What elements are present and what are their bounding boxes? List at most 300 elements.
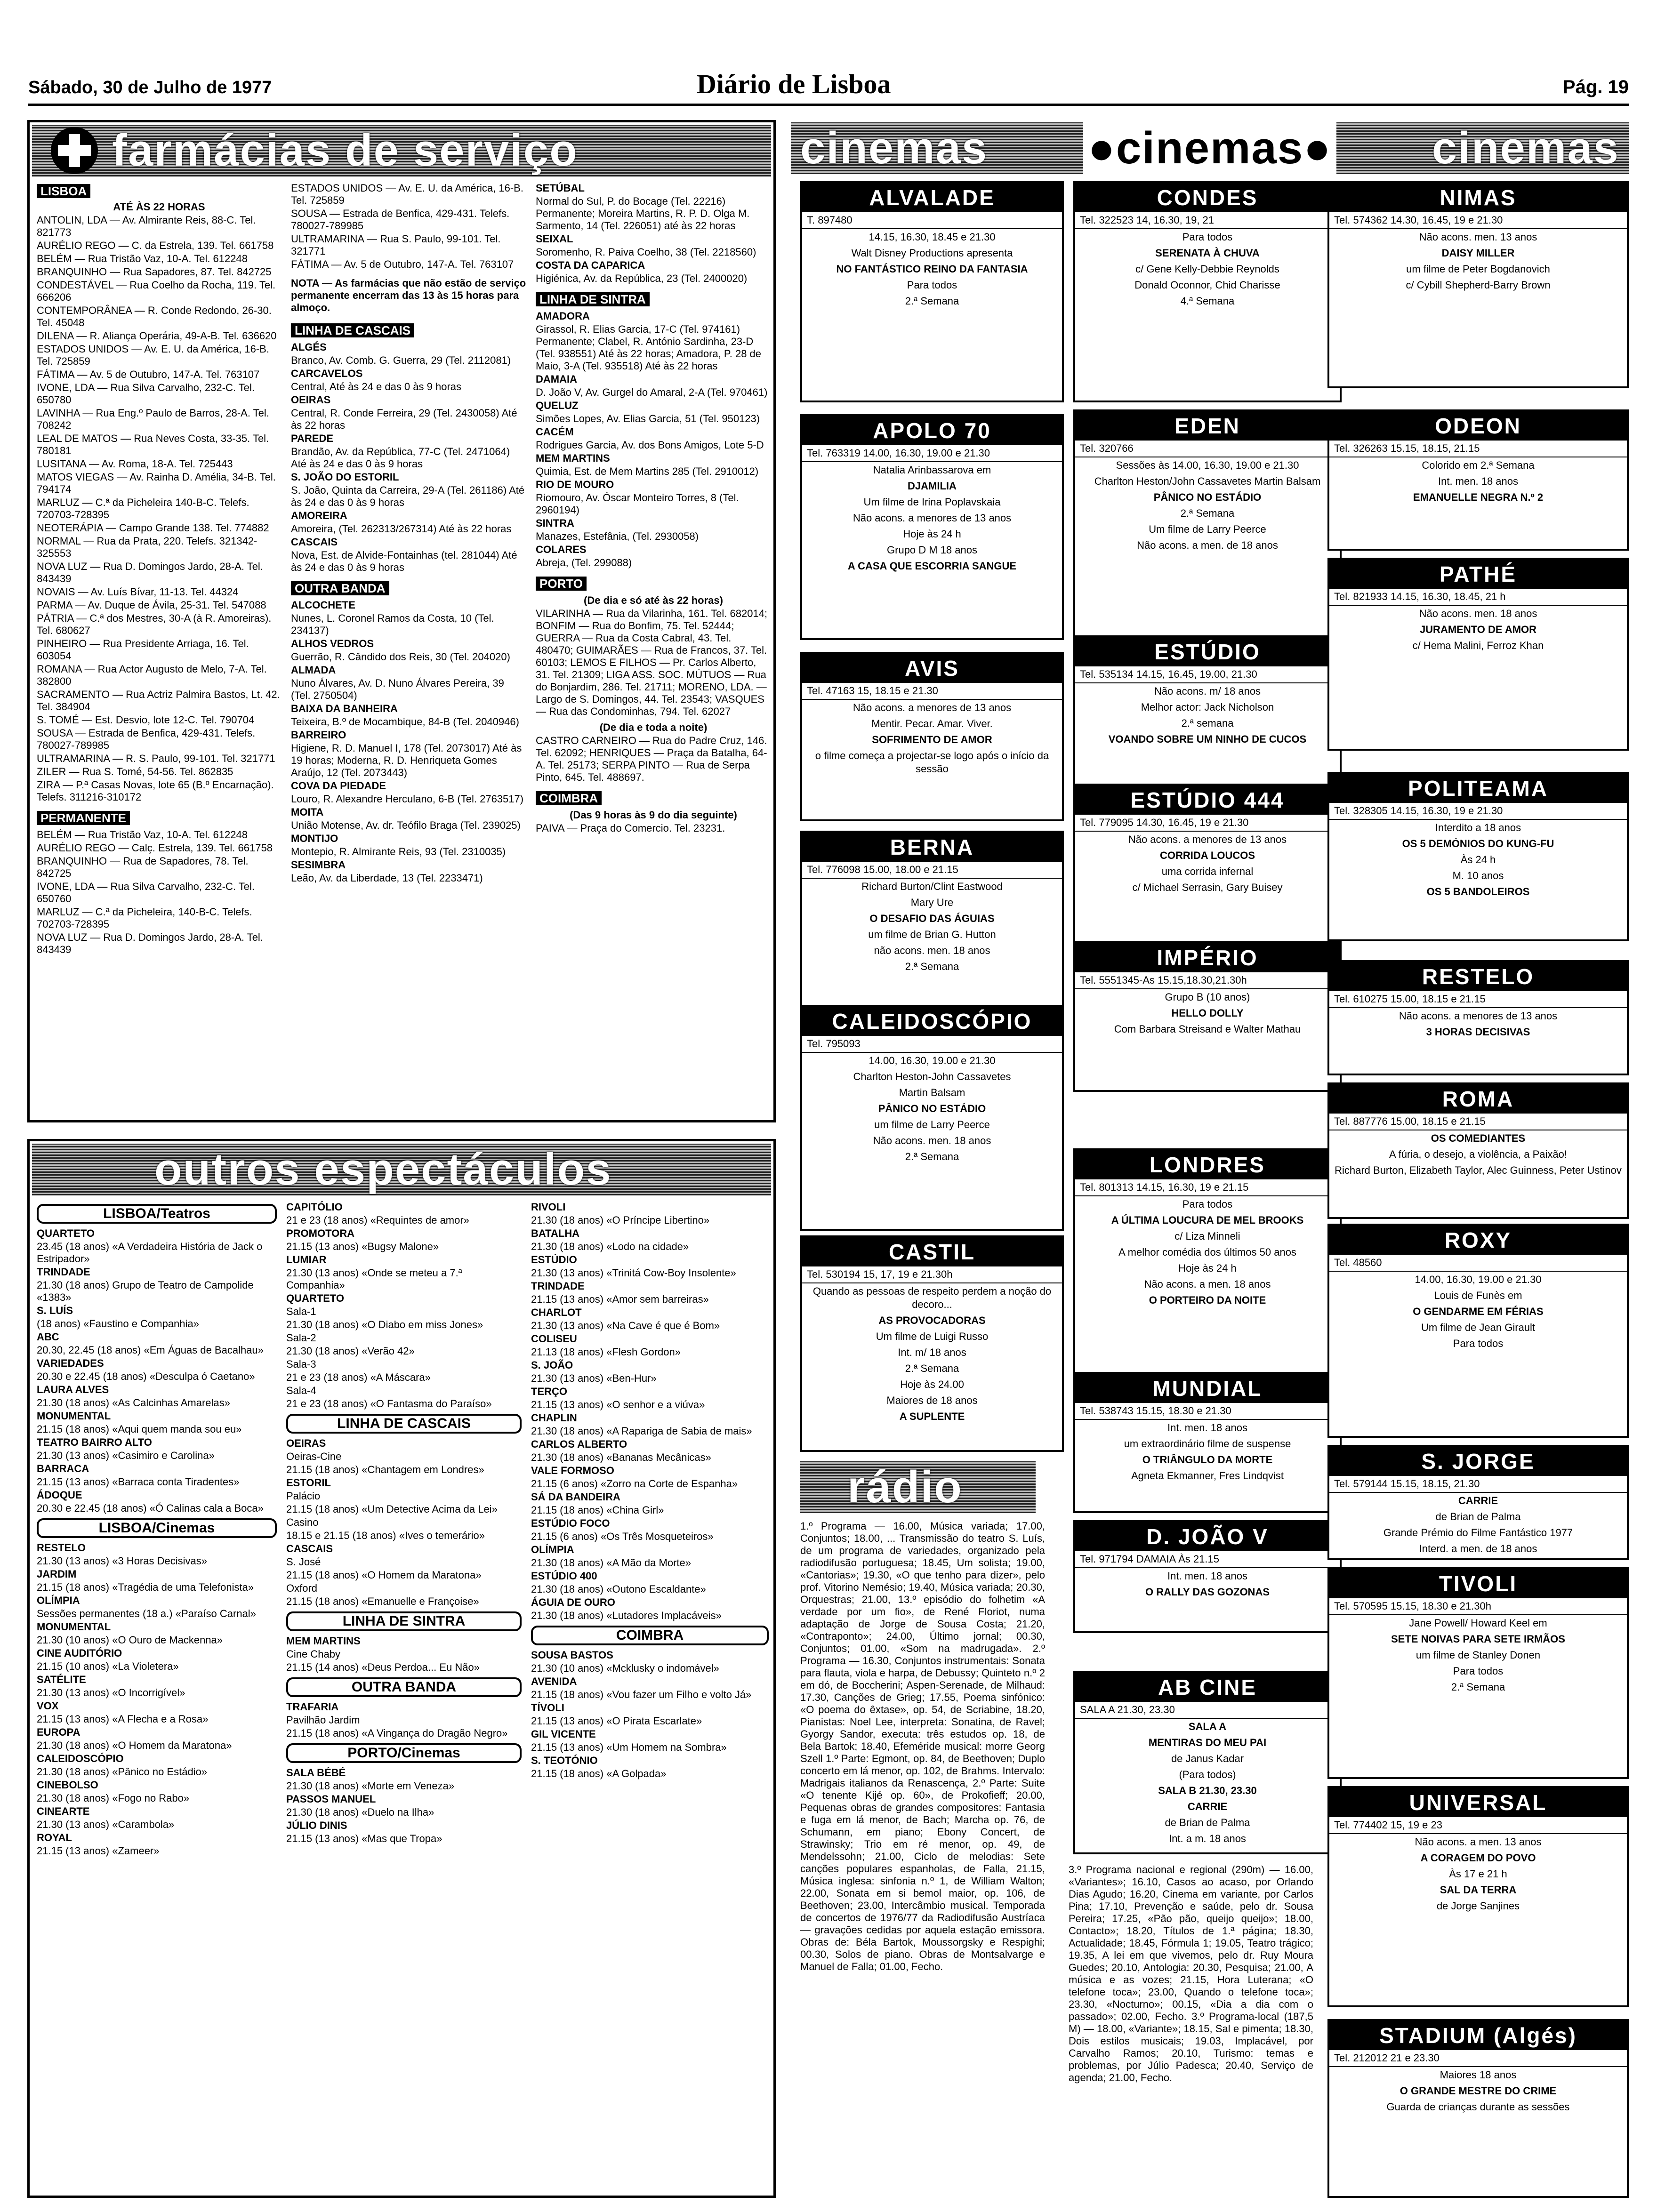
lisboa-cinemas-heading: LISBOA/Cinemas [37,1518,277,1538]
cinema-line: 14.00, 16.30, 19.00 e 21.30 [1415,1274,1542,1285]
cinema-line: Int. men. 18 anos [1167,1570,1247,1582]
coimbra-cinema-item: 21.15 (18 anos) «Vou fazer um Filho e volto Já» [531,1689,752,1700]
pharmacy-sintra-item: D. João V, Av. Gurgel do Amaral, 2-A (Tel. 970461) [536,386,768,398]
cascais-cinema-item: Oeiras-Cine [286,1451,342,1462]
porto-cinema-item: ESTÚDIO [531,1254,577,1266]
pharmacy-sintra-item: DAMAIA [536,373,577,385]
radio-title: rádio [847,1462,963,1512]
pharmacy-sintra-item: SINTRA [536,517,574,529]
cinema-name: ESTÚDIO [1075,637,1340,666]
cinema-box [1327,1567,1629,1779]
cinema-phone-times: Tel. 326263 15.15, 18.15, 21.15 [1329,441,1627,457]
pharmacy-outra-banda-item: BARREIRO [291,729,346,741]
pharmacy-item: LAVINHA — Rua Eng.º Paulo de Barros, 28-A. Tel. 708242 [37,407,269,431]
outra-banda-heading: OUTRA BANDA [291,581,389,595]
radio-programmes-1: 1.º Programa — 16.00, Música variada; 17.00, Conjuntos; 18.00, ... Transmissão do teatro S. Luís, de um programa de variedades, organizado pela radiodifusão portuguesa; 18.45, Um solista; 19.00, «Cantorias»; 19.30, «O que tenho para dizer», pelo prof. Vitorino Nemésio; 19.40, Música variada; 20.30, Orquestras; 21.00, 13.º episódio do folhetim «A verdade por um fio», de René Floriot, numa adaptação de Jorge de Sousa Costa; 21.20, «Contraponto»; 24.00, Último jornal; 00.30, Conjuntos; 01.00, «Som na madrugada». 2.º Programa — 16.30, Conjuntos instrumentais: Sonata para flauta, viola e harpa, de Debussy; Quinteto n.º 2 em dó, de Boccherini; Aspen-Serenade, de Milhaud: 17.30, Canções de Grieg; 17.55, Poema sinfónico: «O poema do êxtase», op. 54, de Scriabine, 18.20, Pianistas: Noel Lee, interpreta: Sonatina, de Ravel; Gyorgy Sandor, executa: três estudos op. 18, de Bela Bartok; 18.40, Efeméride musical: morre Georg Szell 1.º Parte: Egmont, op. 84, de Beethoven; Duplo concerto em lá menor, op. 102, de Brahms. Intervalo: Madrigais italianos da Renascença, 2.º Parte: Suite «O tenente Kijé op. 60», de Prokofieff; 20.00, Pequenas obras de grandes compositores: Fantasia e fuga em lá menor, de Bach; Marcha op. 76, de Schumann, em piano; Ebony Concert, de Strawinsky; Trio em ré menor, op. 49, de Mendelssohn; 21.00, Ciclo de melodias: Sete canções populares espanholas, de Falla, 21.15, Música inglesa: sinfonia n.º 1, de William Walton; 22.00, Sonata em si bemol maior, op. 106, de Beethoven; 23.00, Intercâmbio musical. Temporada de concertos de 1976/77 da Radiodifusão Austríaca — gravações cedidas por aquela estação emissora. Obras de: Béla Bartok, Moussorgsky e Respighi; 00.30, Solos de piano. Obras de Montsalvarge e Manuel de Falla; 01.00, Fecho. [800,1520,1045,1972]
lisbon-cinema-item: 21.15 (13 anos) «Zameer» [37,1845,160,1857]
outros-outra-heading: OUTRA BANDA [286,1677,522,1697]
radio-col-2 [1069,1864,1313,2198]
cinema-line: A fúria, o desejo, a violência, a Paixão! [1389,1148,1567,1160]
lisbon-cinema-item: 21.15 (10 anos) «La Violetera» [37,1660,179,1672]
pharmacy-item: SOUSA — Estrada de Benfica, 429-431. Telefs. 780027-789985 [37,727,256,751]
cinema-name: AVIS [802,654,1062,683]
lisboa-heading: LISBOA [37,184,90,198]
coimbra-heading: COIMBRA [536,791,602,805]
cinema-name: D. JOÃO V [1075,1522,1340,1551]
cinema-line: PÂNICO NO ESTÁDIO [878,1103,986,1114]
porto-cinema-item: SÁ DA BANDEIRA [531,1491,620,1503]
outros-cascais-list [286,1437,522,1608]
cinema-line: Não acons. a menores de 13 anos [1128,834,1287,845]
cinemas-banner-left: cinemas [800,123,988,173]
cinema-line: A CORAGEM DO POVO [1420,1852,1536,1864]
cinema-phone-times: Tel. 322523 14, 16.30, 19, 21 [1075,212,1340,229]
porto-cinema-item: 21.13 (18 anos) «Flesh Gordon» [531,1346,681,1358]
pharmacy-outra-banda-item: ALHOS VEDROS [291,638,374,649]
outros-coimbra-list [531,1649,769,1780]
farmacias-section [27,120,776,1122]
cinema-name: MUNDIAL [1075,1374,1340,1403]
cinema-line: Um filme de Luigi Russo [876,1330,989,1342]
cinema-box [1327,1786,1629,2007]
cinema-name: ALVALADE [802,183,1062,212]
sintra-heading: LINHA DE SINTRA [536,292,650,306]
cinema-line: CORRIDA LOUCOS [1159,850,1255,861]
porto-cinema-item: 21.30 (18 anos) «Duelo na Ilha» [286,1806,434,1818]
porto-text: VILARINHA — Rua da Vilarinha, 161. Tel. 682014; BONFIM — Rua do Bonfim, 75. Tel. 52444; GUERRA — Rua da Costa Cabral, 43. Tel. 480470; GUIMARÃES — Rua de Francos, 37. Tel. 60103; LEMOS E FILHOS — Pr. Carlos Alberto, 31. Tel. 21309; LIGA ASS. SOC. MÚTUOS — Rua do Bonjardim, 286. Tel. 21711; MORENO, LDA. — Largo de S. Domingos, 44. Tel. 23543; VASQUES — Rua das Condominhas, 794. Tel. 62027 [536,608,768,717]
pharmacy-item: NOVAIS — Av. Luís Bívar, 11-13. Tel. 44324 [37,586,239,598]
cinema-line: Para todos [907,279,957,291]
show-item: Sala-2 [286,1332,316,1344]
cinema-line: de Brian de Palma [1165,1817,1250,1828]
pharmacy-item: S. TOMÉ — Est. Desvio, lote 12-C. Tel. 790704 [37,714,255,726]
farmacias-banner [32,125,771,176]
theatre-item: S. LUÍS [37,1305,73,1316]
cinema-line: Interdito a 18 anos [1435,822,1521,834]
outros-section [27,1139,776,2198]
permanente-heading: PERMANENTE [37,811,130,825]
theatre-item: BARRACA [37,1463,89,1475]
theatre-item: VARIEDADES [37,1357,104,1369]
lisbon-cinema-item: 21.30 (13 anos) «O Incorrigível» [37,1687,185,1699]
cascais-cinema-item: 18.15 e 21.15 (18 anos) «Ives o temerário» [286,1530,485,1541]
cinemas-banner-right: cinemas [1432,123,1619,173]
cinema-line: DAISY MILLER [1441,247,1515,259]
sintra-cinema-item: 21.15 (14 anos) «Deus Perdoa... Eu Não» [286,1661,480,1673]
porto-text-2: CASTRO CARNEIRO — Rua do Padre Cruz, 146. Tel. 62092; HENRIQUES — Praça da Batalha, 64-A. Tel. 25173; SERPA PINTO — Rua de Serpa Pinto, 645. Tel. 488697. [536,735,767,783]
teatros-heading: LISBOA/Teatros [37,1204,277,1224]
cinema-box [800,1235,1064,1452]
porto-cinema-item: CARLOS ALBERTO [531,1438,627,1450]
porto-cinema-item: OLÍMPIA [531,1544,574,1555]
cinema-phone-times: Tel. 538743 15.15, 18.30 e 21.30 [1075,1403,1340,1420]
teatros-list [37,1227,277,1515]
cinema-line: Com Barbara Streisand e Walter Mathau [1114,1023,1301,1035]
pharmacy-outra-banda-item: BAIXA DA BANHEIRA [291,703,398,714]
outros-sintra-list [286,1635,522,1674]
pharmacy-cascais-item: S. JOÃO DO ESTORIL [291,471,399,483]
pharmacy-sintra-item: QUELUZ [536,400,579,411]
show-item: LUMIAR [286,1254,327,1266]
pharmacy-permanent-item: NOVA LUZ — Rua D. Domingos Jardo, 28-A. Tel. 843439 [37,931,263,955]
cinema-line: Para todos [1182,1198,1233,1210]
cinema-name: ESTÚDIO 444 [1075,785,1340,815]
cinema-phone-times: Tel. 570595 15.15, 18.30 e 21.30h [1329,1598,1627,1615]
cinema-line: O GENDARME EM FÉRIAS [1413,1306,1544,1317]
porto-cinema-item: TRINDADE [531,1280,585,1292]
cinema-line: O PORTEIRO DA NOITE [1149,1294,1266,1306]
cinema-line: A ÚLTIMA LOUCURA DE MEL BROOKS [1111,1214,1304,1226]
lisbon-cinema-item: 21.15 (18 anos) «Tragédia de uma Telefonista» [37,1581,254,1593]
theatre-item: LAURA ALVES [37,1384,109,1395]
sintra-cinema-item: MEM MARTINS [286,1635,361,1647]
cascais-cinema-item: 21.15 (18 anos) «O Homem da Maratona» [286,1569,482,1581]
pharmacy-outra-banda-item: MOITA [291,806,324,818]
pharmacy-cascais-item: AMOREIRA [291,510,347,521]
outros-list-3 [531,1201,769,1622]
pharmacy-item: ANTOLIN, LDA — Av. Almirante Reis, 88-C. Tel. 821773 [37,214,256,238]
pharmacy-outra-banda-item: ALCOCHETE [291,599,355,611]
coimbra-cinema-item: 21.15 (13 anos) «O Pirata Escarlate» [531,1715,702,1727]
page-header [28,61,1629,106]
cinema-line: O RALLY DAS GOZONAS [1145,1586,1270,1598]
cinema-line: Maiores 18 anos [1440,2069,1517,2081]
pharmacy-item: LEAL DE MATOS — Rua Neves Costa, 33-35. Tel. 780181 [37,433,269,457]
cinema-line: Não acons. a men. de 18 anos [1137,539,1278,551]
cinema-name: AB CINE [1075,1673,1340,1702]
pharmacy-item: ULTRAMARINA — Rua S. Paulo, 99-101. Tel. 321771 [291,233,501,257]
cinema-line: AS PROVOCADORAS [878,1314,986,1326]
pharmacy-cascais-item: S. João, Quinta da Carreira, 29-A (Tel. 261186) Até às 24 e das 0 às 9 horas [291,484,525,508]
porto-cinema-item: 21.30 (13 anos) «Ben-Hur» [531,1372,657,1384]
cinema-line: SETE NOIVAS PARA SETE IRMÃOS [1391,1633,1565,1645]
cinema-name: RESTELO [1329,962,1627,991]
porto-sub-2: (De dia e toda a noite) [599,721,708,733]
cinema-line: A CASA QUE ESCORRIA SANGUE [847,560,1017,572]
pharmacy-item: IVONE, LDA — Rua Silva Carvalho, 232-C. Tel. 650780 [37,382,255,406]
theatre-item: 21.30 (18 anos) «As Calcinhas Amarelas» [37,1397,230,1409]
lisbon-cinema-item: SATÉLITE [37,1674,86,1685]
pharmacy-item: NOVA LUZ — Rua D. Domingos Jardo, 28-A. Tel. 843439 [37,561,263,585]
cinema-line: Um filme de Jean Girault [1421,1322,1536,1333]
cinemas-banner-mid: ●cinemas● [1083,122,1336,174]
pharmacy-outra-banda-item: Leão, Av. da Liberdade, 13 (Tel. 2233471) [291,872,483,884]
cinema-line: 14.00, 16.30, 19.00 e 21.30 [869,1055,996,1066]
cinema-line: Mary Ure [910,897,954,908]
cinema-line: O TRIÂNGULO DA MORTE [1142,1454,1273,1466]
lisbon-cinema-item: EUROPA [37,1726,80,1738]
cinema-box [800,652,1064,821]
cinema-line: 2.ª semana [1181,717,1234,729]
cinema-line: um filme de Stanley Donen [1416,1649,1541,1661]
cinema-line: o filme começa a projectar-se logo após o início da sessão [815,750,1049,775]
pharmacy-outra-banda-item: Nuno Álvares, Av. D. Nuno Álvares Pereira, 39 (Tel. 2750504) [291,677,504,701]
cascais-cinema-item: Palácio [286,1490,321,1502]
pharmacy-item: FÁTIMA — Av. 5 de Outubro, 147-A. Tel. 763107 [291,258,514,270]
pharmacy-item: BELÉM — Rua Tristão Vaz, 10-A. Tel. 612248 [37,253,248,264]
cinema-phone-times: SALA A 21.30, 23.30 [1075,1702,1340,1719]
theatre-item: 20.30, 22.45 (18 anos) «Em Águas de Bacalhau» [37,1344,264,1356]
lisboa-cinemas-list [37,1542,277,1857]
pharmacy-sintra-item: Simões Lopes, Av. Elias Garcia, 51 (Tel. 950123) [536,413,760,425]
pharmacy-item: ZIRA — P.ª Casas Novas, lote 65 (B.º Encarnação). Telefs. 311216-310172 [37,779,274,803]
porto-cinema-item: 21.30 (18 anos) «Lodo na cidade» [531,1241,689,1252]
cinema-line: JURAMENTO DE AMOR [1419,624,1537,635]
cinema-line: 4.ª Semana [1180,295,1235,307]
cinema-box [1327,1445,1629,1560]
cinema-name: CALEIDOSCÓPIO [802,1007,1062,1036]
cascais-cinema-item: 21.15 (18 anos) «Um Detective Acima da Lei» [286,1503,498,1515]
cinema-line: SALA A [1188,1721,1227,1732]
pharmacy-item: ESTADOS UNIDOS — Av. E. U. da América, 16-B. Tel. 725859 [37,343,269,367]
cinema-box [1327,558,1629,751]
coimbra-cinema-item: GIL VICENTE [531,1728,596,1740]
cascais-cinema-item: ESTORIL [286,1477,331,1489]
theatre-item: 21.30 (18 anos) Grupo de Teatro de Campolide «1383» [37,1279,254,1303]
cinema-line: Int. a m. 18 anos [1169,1833,1246,1844]
porto-cinema-item: JÚLIO DINIS [286,1819,347,1831]
cinema-name: ROMA [1329,1084,1627,1114]
farmacias-title: farmácias de serviço [112,125,578,176]
cinema-line: SALA B 21.30, 23.30 [1158,1785,1257,1796]
cinema-name: EDEN [1075,411,1340,441]
cinema-line: Grupo B (10 anos) [1165,991,1250,1003]
cinema-line: 2.ª Semana [905,1362,959,1374]
cinema-line: Sessões às 14.00, 16.30, 19.00 e 21.30 [1116,459,1299,471]
outros-title: outros espectáculos [154,1144,612,1194]
pharmacy-permanent-item: AURÉLIO REGO — Calç. Estrela, 139. Tel. 661758 [37,842,273,854]
cinema-name: APOLO 70 [802,416,1062,445]
cinema-name: LONDRES [1075,1150,1340,1179]
cinema-line: Um filme de Irina Poplavskaia [863,496,1001,508]
cinema-line: Para todos [1453,1338,1504,1349]
cinema-box [1327,960,1629,1075]
pharmacy-item: SOUSA — Estrada de Benfica, 429-431. Telefs. 780027-789985 [291,208,510,232]
cinema-line: Para todos [1182,231,1233,243]
cinema-phone-times: Tel. 887776 15.00, 18.15 e 21.15 [1329,1114,1627,1130]
coimbra-cinema-item: S. TEOTÓNIO [531,1755,598,1766]
cinema-line: CARRIE [1187,1801,1228,1812]
cinema-phone-times: Tel. 821933 14.15, 16.30, 18.45, 21 h [1329,589,1627,606]
cinema-box [1327,409,1629,551]
theatre-item: 21.15 (13 anos) «Barraca conta Tiradentes» [37,1476,240,1488]
pharmacy-permanent-item: BELÉM — Rua Tristão Vaz, 10-A. Tel. 612248 [37,829,248,841]
cinema-line: Charlton Heston-John Cassavetes [853,1071,1011,1082]
cinema-line: Não acons. men. 13 anos [1419,231,1537,243]
cinema-line: Hoje às 24.00 [900,1378,964,1390]
lisbon-cinema-item: 21.30 (13 anos) «Carambola» [37,1819,175,1830]
cinema-line: Colorido em 2.ª Semana [1422,459,1535,471]
lisbon-cinema-item: 21.30 (18 anos) «Pânico no Estádio» [37,1766,208,1778]
show-item: QUARTETO [286,1292,345,1304]
cinema-phone-times: Tel. 535134 14.15, 16.45, 19.00, 21.30 [1075,666,1340,683]
cinema-line: Um filme de Larry Peerce [1149,523,1266,535]
pharmacy-permanent-item: MARLUZ — C.ª da Picheleira, 140-B-C. Telefs. 702703-728395 [37,906,252,930]
pharmacy-outra-banda-item: Nunes, L. Coronel Ramos da Costa, 10 (Tel. 234137) [291,612,494,636]
pharmacy-setubal-item: SETÚBAL [536,182,585,194]
pharmacy-sintra-item: Quimia, Est. de Mem Martins 285 (Tel. 2910012) [536,465,759,477]
cinema-line: 2.ª Semana [905,961,959,972]
cascais-cinema-item: OEIRAS [286,1437,326,1449]
porto-cinema-item: 21.15 (13 anos) «O senhor e a viúva» [531,1399,705,1411]
cinema-line: c/ Cybill Shepherd-Barry Brown [1406,279,1551,291]
show-item: Sala-3 [286,1358,316,1370]
theatre-item: ÁDOQUE [37,1489,82,1501]
cinema-line: MENTIRAS DO MEU PAI [1148,1737,1267,1748]
cinema-phone-times: Tel. 779095 14.30, 16.45, 19 e 21.30 [1075,815,1340,832]
sintra-list [536,310,771,569]
cinema-name: UNIVERSAL [1329,1788,1627,1817]
pharmacy-item: ROMANA — Rua Actor Augusto de Melo, 7-A. Tel. 382800 [37,663,267,687]
pharmacy-permanent-item: IVONE, LDA — Rua Silva Carvalho, 232-C. Tel. 650760 [37,881,255,905]
pharmacy-sintra-item: AMADORA [536,310,590,322]
cascais-list [291,341,526,574]
lisbon-cinema-item: 21.30 (18 anos) «O Homem da Maratona» [37,1739,232,1751]
outros-sintra-heading: LINHA DE SINTRA [286,1611,522,1631]
pharmacy-cascais-item: CASCAIS [291,536,338,548]
theatre-item: 21.15 (18 anos) «Aqui quem manda sou eu» [37,1423,242,1435]
show-item: 21.30 (13 anos) «Onde se meteu a 7.ª Companhia» [286,1267,462,1291]
theatre-item: 23.45 (18 anos) «A Verdadeira História de Jack o Estripador» [37,1241,263,1265]
theatre-item: QUARTETO [37,1227,95,1239]
pharmacy-item: LUSITANA — Av. Roma, 18-A. Tel. 725443 [37,458,233,470]
porto-cinema-item: ESTÚDIO FOCO [531,1517,610,1529]
setubal-list [536,182,771,285]
cinema-box [1073,1148,1342,1388]
coimbra-cinema-item: 21.15 (18 anos) «A Golpada» [531,1768,667,1779]
pharmacy-setubal-item: COSTA DA CAPARICA [536,259,645,271]
cinema-line: Mentir. Pecar. Amar. Viver. [871,718,993,729]
cinema-line: Hoje às 24 h [903,528,961,540]
pharmacy-outra-banda-item: Teixeira, B.º de Mocambique, 84-B (Tel. 2040946) [291,716,519,728]
cinema-line: SOFRIMENTO DE AMOR [872,734,992,745]
outros-col-3 [531,1200,769,2193]
porto-cinema-item: COLISEU [531,1333,577,1345]
pharmacy-item: NEOTERÁPIA — Campo Grande 138. Tel. 774882 [37,522,269,534]
cinema-line: Interd. a men. de 18 anos [1419,1543,1537,1555]
cinema-line: A SUPLENTE [899,1411,965,1422]
permanente-list [37,829,282,956]
pharmacy-sintra-item: Abreja, (Tel. 299088) [536,557,632,569]
cinema-line: DJAMILIA [908,480,957,492]
cinema-line: Int. men. 18 anos [1438,475,1518,487]
cinema-line: Não acons. a men. 18 anos [1144,1278,1271,1290]
cinema-line: Donald Oconnor, Chid Charisse [1134,279,1280,291]
page-number: Pág. 19 [1562,77,1629,97]
cinema-line: Não acons. a menores de 13 anos [1399,1010,1558,1022]
pharmacy-outra-banda-item: Louro, R. Alexandre Herculano, 6-B (Tel. 2763517) [291,793,524,805]
radio-banner [800,1461,1036,1513]
cinema-line: VOANDO SOBRE UM NINHO DE CUCOS [1108,733,1307,745]
cinema-line: EMANUELLE NEGRA N.º 2 [1413,491,1544,503]
pharmacy-item: PARMA — Av. Duque de Ávila, 25-31. Tel. 547088 [37,599,266,611]
show-item: 21 e 23 (18 anos) «A Máscara» [286,1371,431,1383]
coimbra-cinema-item: 21.30 (10 anos) «Mcklusky o indomável» [531,1662,719,1674]
show-item: 21 e 23 (18 anos) «Requintes de amor» [286,1214,469,1226]
cascais-cinema-item: 21.15 (18 anos) «Emanuelle e Françoise» [286,1595,479,1607]
pharmacy-outra-banda-item: COVA DA PIEDADE [291,780,386,792]
cinema-line: OS 5 BANDOLEIROS [1426,886,1530,898]
cinema-line: Não acons. a men. 13 anos [1415,1836,1542,1848]
cinema-box [1073,941,1342,1092]
pharmacy-item: BRANQUINHO — Rua Sapadores, 87. Tel. 842725 [37,266,272,278]
pharmacy-item: FÁTIMA — Av. 5 de Outubro, 147-A. Tel. 763107 [37,369,260,380]
pharmacy-cascais-item: Amoreira, (Tel. 262313/267314) Até às 22 horas [291,523,512,535]
cinema-line: Não acons. men. 18 anos [1419,608,1537,619]
lisbon-cinema-item: Sessões permanentes (18 a.) «Paraíso Carnal» [37,1608,256,1619]
lisbon-cinema-item: 21.30 (10 anos) «O Ouro de Mackenna» [37,1634,223,1646]
porto-cinema-item: ESTÚDIO 400 [531,1570,597,1582]
cascais-cinema-item: Casino [286,1516,319,1528]
cinema-line: Melhor actor: Jack Nicholson [1141,701,1274,713]
cinema-line: Grupo D M 18 anos [887,544,977,556]
outros-cascais-heading: LINHA DE CASCAIS [286,1414,522,1434]
pharmacy-sintra-item: Girassol, R. Elias Garcia, 17-C (Tel. 974161) Permanente; Clabel, R. António Sardinha, 23-D (Tel. 938551) Até às 22 horas; Amadora, P. 28 de Maio, 3-A (Tel. 935518) Até às 22 horas [536,323,762,372]
pharmacy-outra-banda-item: Montepio, R. Almirante Reis, 93 (Tel. 2310035) [291,846,506,858]
cinema-box [800,181,1064,402]
lisboa-list-2 [291,182,526,271]
pharmacy-permanent-item: BRANQUINHO — Rua de Sapadores, 78. Tel. 842725 [37,855,249,879]
theatre-item: 20.30 e 22.45 (18 anos) «Desculpa ó Caetano» [37,1370,255,1382]
show-item: CAPITÓLIO [286,1201,343,1213]
cinema-box [800,414,1064,640]
coimbra-cinema-item: 21.15 (13 anos) «Um Homem na Sombra» [531,1741,727,1753]
porto-cinema-item: 21.30 (18 anos) «A Mão da Morte» [531,1557,691,1569]
pharmacy-cascais-item: CARCAVELOS [291,368,363,379]
porto-cinema-item: TERÇO [531,1386,567,1397]
pharmacy-setubal-item: Higiénica, Av. da República, 23 (Tel. 2400020) [536,272,748,284]
pharmacy-cascais-item: Nova, Est. de Alvide-Fontainhas (tel. 281044) Até às 24 e das 0 às 9 horas [291,549,517,573]
pharmacy-item: ULTRAMARINA — R. S. Paulo, 99-101. Tel. 321771 [37,753,275,764]
cinema-phone-times: Tel. 763319 14.00, 16.30, 19.00 e 21.30 [802,445,1062,462]
porto-cinema-item: S. JOÃO [531,1359,573,1371]
pharmacy-item: NORMAL — Rua da Prata, 220. Telefs. 321342-325553 [37,535,257,559]
cinema-phone-times: Tel. 579144 15.15, 18.15, 21.30 [1329,1476,1627,1493]
pharmacy-outra-banda-item: SESIMBRA [291,859,346,871]
outros-porto-list [286,1767,522,1845]
cinema-line: Quando as pessoas de respeito perdem a noção do decoro... [812,1285,1052,1310]
cinema-box [1327,1224,1629,1438]
cinema-box [1073,1372,1342,1513]
porto-cinema-item: 21.30 (18 anos) «Bananas Mecânicas» [531,1451,711,1463]
cinema-box [1073,181,1342,402]
cinema-line: Não acons. men. 18 anos [873,1135,991,1146]
cinema-line: um extraordinário filme de suspense [1124,1438,1291,1450]
cinema-line: uma corrida infernal [1161,866,1254,877]
cascais-heading: LINHA DE CASCAIS [291,323,414,337]
show-item: 21.15 (13 anos) «Bugsy Malone» [286,1241,439,1252]
pharmacy-sintra-item: MEM MARTINS [536,452,610,464]
porto-cinema-item: SALA BÉBÉ [286,1767,346,1779]
cinema-line: CARRIE [1458,1495,1498,1507]
porto-cinema-item: 21.15 (6 anos) «Zorro na Corte de Espanha» [531,1478,738,1490]
theatre-item: 20.30 e 22.45 (18 anos) «Ó Calinas cala a Boca» [37,1502,264,1514]
cinema-phone-times: Tel. 774402 15, 19 e 23 [1329,1817,1627,1834]
pharmacy-item: MARLUZ — C.ª da Picheleira 140-B-C. Telefs. 720703-728395 [37,497,249,521]
coimbra-cinema-item: AVENIDA [531,1675,577,1687]
cinema-line: 2.ª Semana [905,295,959,307]
show-item: Sala-1 [286,1306,316,1317]
cinema-box [1073,1520,1342,1633]
lisbon-cinema-item: 21.15 (13 anos) «A Flecha e a Rosa» [37,1713,209,1725]
outra-banda-cinema-item: Pavilhão Jardim [286,1714,360,1726]
issue-date: Sábado, 30 de Julho de 1977 [28,78,272,97]
cinema-line: O GRANDE MESTRE DO CRIME [1400,2085,1557,2097]
pharmacy-item: DILENA — R. Aliança Operária, 49-A-B. Tel. 636620 [37,330,277,342]
cinema-phone-times: Tel. 212012 21 e 23.30 [1329,2050,1627,2067]
pharmacy-sintra-item: Manazes, Estefânia, (Tel. 2930058) [536,530,699,542]
farmacias-col-2 [291,181,526,1118]
